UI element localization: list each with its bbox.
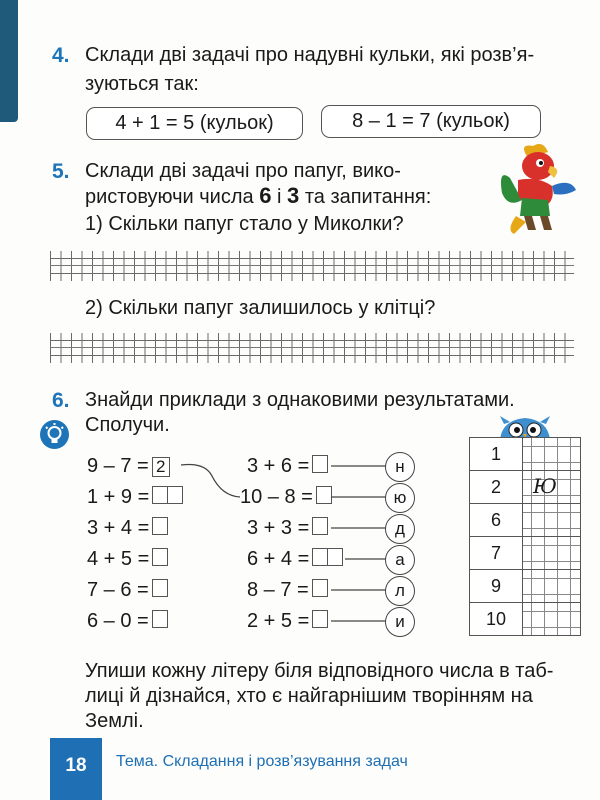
task5-number: 5. xyxy=(52,160,70,183)
number-three: 3 xyxy=(287,183,300,208)
table-row: 6 xyxy=(470,504,580,537)
right-expression-4: 6 + 4 = xyxy=(247,545,343,573)
task6-number: 6. xyxy=(52,389,70,412)
letter-circle-n[interactable]: н xyxy=(385,452,415,482)
handwritten-letter: Ю xyxy=(533,474,557,498)
task4-text-line1: Склади дві задачі про надувні кульки, які розв’я- xyxy=(85,44,535,66)
task5-text-line2: ристовуючи числа 6 і 3 та запитання: xyxy=(85,183,432,208)
letter-circle-a[interactable]: а xyxy=(385,545,415,575)
task6-final-line3: Землі. xyxy=(85,710,144,732)
answer-table xyxy=(469,437,581,636)
table-answer-cell[interactable] xyxy=(523,471,580,503)
table-answer-cell[interactable] xyxy=(523,603,580,635)
left-expression-4: 4 + 5 = xyxy=(87,545,168,573)
task4-number: 4. xyxy=(52,44,70,67)
right-expression-1: 3 + 6 = xyxy=(247,452,328,480)
task4-text-line2: зуються так: xyxy=(85,73,199,95)
right-expression-5: 8 – 7 = xyxy=(247,576,328,604)
left-expression-1: 9 – 7 = 2 xyxy=(87,452,170,480)
table-row: 9 xyxy=(470,570,580,603)
left-expression-2: 1 + 9 = xyxy=(87,483,183,511)
right-expression-3: 3 + 3 = xyxy=(247,514,328,542)
match-connector xyxy=(181,464,240,497)
table-row: 2 Ю xyxy=(470,471,580,504)
task5-question-1: 1) Скільки папуг стало у Миколки? xyxy=(85,213,404,235)
table-answer-cell[interactable] xyxy=(523,537,580,569)
task4-expression-box-2: 8 – 1 = 7 (кульок) xyxy=(321,105,541,138)
left-expression-5: 7 – 6 = xyxy=(87,576,168,604)
letter-circle-y[interactable]: и xyxy=(385,607,415,637)
table-answer-cell[interactable] xyxy=(523,438,580,470)
page-number: 18 xyxy=(65,755,87,776)
number-six: 6 xyxy=(259,183,272,208)
letter-circle-d[interactable]: д xyxy=(385,514,415,544)
table-row: 7 xyxy=(470,537,580,570)
right-expression-2: 10 – 8 = xyxy=(240,483,332,511)
right-expression-6: 2 + 5 = xyxy=(247,607,328,635)
left-expression-6: 6 – 0 = xyxy=(87,607,168,635)
footer-theme: Тема. Складання і розв’язування задач xyxy=(116,753,408,770)
letter-circle-l[interactable]: л xyxy=(385,576,415,606)
table-answer-cell[interactable] xyxy=(523,504,580,536)
task5-text-line1: Склади дві задачі про папуг, вико- xyxy=(85,160,401,182)
task4-expression-box-1: 4 + 1 = 5 (кульок) xyxy=(86,107,303,140)
left-expression-3: 3 + 4 = xyxy=(87,514,168,542)
letter-circle-yu[interactable]: ю xyxy=(385,483,415,513)
task6-text-line1: Знайди приклади з однаковими результатами. xyxy=(85,389,515,411)
task6-final-line1: Упиши кожну літеру біля відповідного числа в таб- xyxy=(85,660,554,682)
answer-box[interactable]: 2 xyxy=(152,457,170,477)
task6-final-line2: лиці й дізнайся, хто є найгарнішим творінням на xyxy=(85,685,533,707)
task6-text-line2: Сполучи. xyxy=(85,414,170,436)
table-answer-cell[interactable] xyxy=(523,570,580,602)
task5-question-2: 2) Скільки папуг залишилось у клітці? xyxy=(85,297,436,319)
table-row: 1 xyxy=(470,438,580,471)
table-row: 10 xyxy=(470,603,580,635)
